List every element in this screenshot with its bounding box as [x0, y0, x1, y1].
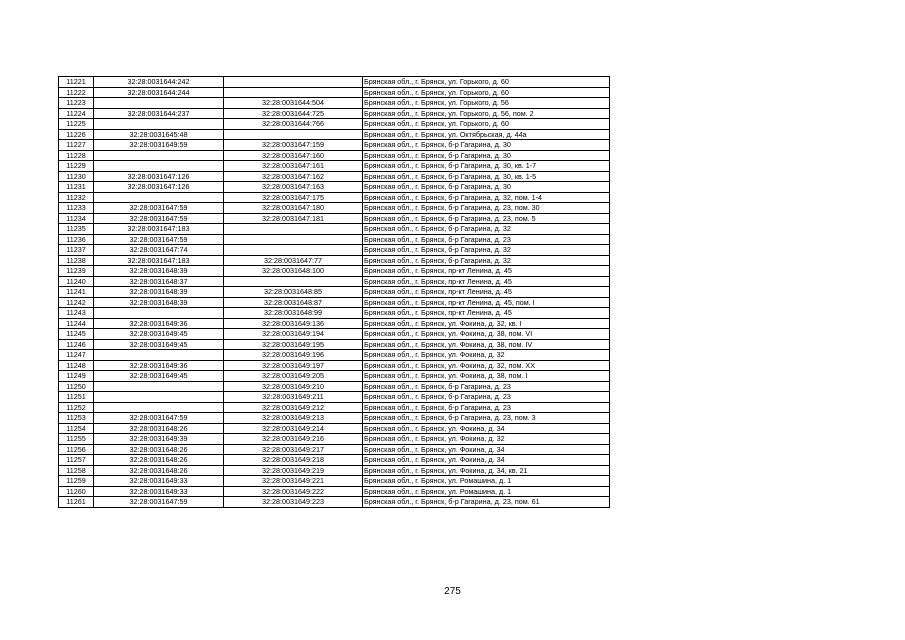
row-number: 11222	[59, 87, 94, 98]
address: Брянская обл., г. Брянск, ул. Ромашина, д. 1	[363, 486, 610, 497]
table-row	[59, 423, 610, 434]
cadastral-number-object: 32:28:0031649:221	[224, 476, 363, 487]
cadastral-number-object: 32:28:0031649:196	[224, 350, 363, 361]
cadastral-number-object: 32:28:0031647:161	[224, 161, 363, 172]
address: Брянская обл., г. Брянск, ул. Горького, д. 60	[363, 77, 610, 88]
table-row	[59, 455, 610, 466]
row-number: 11239	[59, 266, 94, 277]
cadastral-number-object: 32:28:0031647:175	[224, 192, 363, 203]
cadastral-number-object: 32:28:0031649:211	[224, 392, 363, 403]
registry-table-body	[59, 77, 610, 508]
row-number: 11244	[59, 318, 94, 329]
address: Брянская обл., г. Брянск, ул. Фокина, д. 38, пом. IV	[363, 339, 610, 350]
row-number: 11247	[59, 350, 94, 361]
row-number: 11251	[59, 392, 94, 403]
table-row	[59, 140, 610, 151]
table-row	[59, 371, 610, 382]
cadastral-number-object: 32:28:0031644:725	[224, 108, 363, 119]
address: Брянская обл., г. Брянск, ул. Фокина, д. 34	[363, 423, 610, 434]
address: Брянская обл., г. Брянск, ул. Фокина, д. 32, пом. XX	[363, 360, 610, 371]
row-number: 11235	[59, 224, 94, 235]
cadastral-number-object: 32:28:0031649:219	[224, 465, 363, 476]
row-number: 11241	[59, 287, 94, 298]
cadastral-number-parent	[94, 381, 224, 392]
address: Брянская обл., г. Брянск, б-р Гагарина, д. 30, кв. 1-5	[363, 171, 610, 182]
table-row	[59, 276, 610, 287]
address: Брянская обл., г. Брянск, пр-кт Ленина, д. 45	[363, 287, 610, 298]
cadastral-number-parent: 32:28:0031649:36	[94, 360, 224, 371]
cadastral-number-object	[224, 245, 363, 256]
row-number: 11228	[59, 150, 94, 161]
table-row	[59, 297, 610, 308]
cadastral-number-object	[224, 234, 363, 245]
row-number: 11231	[59, 182, 94, 193]
row-number: 11229	[59, 161, 94, 172]
cadastral-number-parent: 32:28:0031648:39	[94, 297, 224, 308]
table-row	[59, 266, 610, 277]
cadastral-number-parent: 32:28:0031647:74	[94, 245, 224, 256]
cadastral-number-object: 32:28:0031649:194	[224, 329, 363, 340]
cadastral-number-parent	[94, 350, 224, 361]
cadastral-number-object: 32:28:0031648:99	[224, 308, 363, 319]
address: Брянская обл., г. Брянск, б-р Гагарина, д. 23	[363, 234, 610, 245]
address: Брянская обл., г. Брянск, ул. Октябрьская, д. 44а	[363, 129, 610, 140]
cadastral-number-parent: 32:28:0031647:59	[94, 497, 224, 508]
address: Брянская обл., г. Брянск, ул. Горького, д. 60	[363, 87, 610, 98]
table-row	[59, 402, 610, 413]
address: Брянская обл., г. Брянск, б-р Гагарина, д. 32, пом. 1-4	[363, 192, 610, 203]
row-number: 11252	[59, 402, 94, 413]
table-row	[59, 497, 610, 508]
address: Брянская обл., г. Брянск, б-р Гагарина, д. 30, кв. 1-7	[363, 161, 610, 172]
cadastral-number-object	[224, 276, 363, 287]
row-number: 11257	[59, 455, 94, 466]
table-row	[59, 434, 610, 445]
cadastral-number-parent: 32:28:0031648:37	[94, 276, 224, 287]
cadastral-number-object: 32:28:0031649:217	[224, 444, 363, 455]
table-row	[59, 465, 610, 476]
cadastral-number-object: 32:28:0031648:87	[224, 297, 363, 308]
address: Брянская обл., г. Брянск, пр-кт Ленина, д. 45, пом. I	[363, 297, 610, 308]
row-number: 11233	[59, 203, 94, 214]
row-number: 11238	[59, 255, 94, 266]
cadastral-number-object	[224, 77, 363, 88]
address: Брянская обл., г. Брянск, ул. Горького, д. 56, пом. 2	[363, 108, 610, 119]
row-number: 11243	[59, 308, 94, 319]
table-row	[59, 392, 610, 403]
cadastral-number-parent	[94, 119, 224, 130]
table-row	[59, 444, 610, 455]
cadastral-number-parent	[94, 150, 224, 161]
cadastral-number-object: 32:28:0031649:213	[224, 413, 363, 424]
cadastral-number-parent	[94, 161, 224, 172]
cadastral-number-object: 32:28:0031649:222	[224, 486, 363, 497]
table-row	[59, 171, 610, 182]
table-row	[59, 150, 610, 161]
row-number: 11256	[59, 444, 94, 455]
cadastral-number-object: 32:28:0031648:85	[224, 287, 363, 298]
cadastral-number-parent: 32:28:0031644:237	[94, 108, 224, 119]
cadastral-number-parent: 32:28:0031648:39	[94, 266, 224, 277]
cadastral-number-object: 32:28:0031649:214	[224, 423, 363, 434]
cadastral-number-parent: 32:28:0031647:59	[94, 203, 224, 214]
cadastral-number-parent: 32:28:0031649:45	[94, 339, 224, 350]
row-number: 11234	[59, 213, 94, 224]
cadastral-number-object: 32:28:0031649:136	[224, 318, 363, 329]
address: Брянская обл., г. Брянск, б-р Гагарина, д. 30	[363, 182, 610, 193]
table-row	[59, 350, 610, 361]
address: Брянская обл., г. Брянск, ул. Фокина, д. 34	[363, 455, 610, 466]
table-row	[59, 486, 610, 497]
row-number: 11249	[59, 371, 94, 382]
cadastral-number-object: 32:28:0031649:223	[224, 497, 363, 508]
address: Брянская обл., г. Брянск, ул. Фокина, д. 38, пом. I	[363, 371, 610, 382]
row-number: 11237	[59, 245, 94, 256]
cadastral-number-parent: 32:28:0031649:45	[94, 371, 224, 382]
cadastral-number-parent	[94, 192, 224, 203]
table-row	[59, 129, 610, 140]
table-row	[59, 108, 610, 119]
address: Брянская обл., г. Брянск, б-р Гагарина, д. 23	[363, 381, 610, 392]
table-row	[59, 381, 610, 392]
table-row	[59, 161, 610, 172]
table-row	[59, 87, 610, 98]
row-number: 11223	[59, 98, 94, 109]
row-number: 11221	[59, 77, 94, 88]
cadastral-number-parent: 32:28:0031648:26	[94, 455, 224, 466]
row-number: 11246	[59, 339, 94, 350]
table-row	[59, 360, 610, 371]
cadastral-number-object: 32:28:0031644:766	[224, 119, 363, 130]
address: Брянская обл., г. Брянск, пр-кт Ленина, д. 45	[363, 276, 610, 287]
address: Брянская обл., г. Брянск, пр-кт Ленина, д. 45	[363, 308, 610, 319]
address: Брянская обл., г. Брянск, пр-кт Ленина, д. 45	[363, 266, 610, 277]
cadastral-number-parent: 32:28:0031649:59	[94, 140, 224, 151]
cadastral-number-object: 32:28:0031649:212	[224, 402, 363, 413]
cadastral-number-parent: 32:28:0031647:126	[94, 182, 224, 193]
row-number: 11232	[59, 192, 94, 203]
table-row	[59, 98, 610, 109]
address: Брянская обл., г. Брянск, ул. Фокина, д. 32	[363, 350, 610, 361]
cadastral-number-object: 32:28:0031647:180	[224, 203, 363, 214]
table-row	[59, 339, 610, 350]
row-number: 11258	[59, 465, 94, 476]
table-row	[59, 245, 610, 256]
address: Брянская обл., г. Брянск, ул. Фокина, д. 34	[363, 444, 610, 455]
cadastral-number-parent: 32:28:0031645:48	[94, 129, 224, 140]
address: Брянская обл., г. Брянск, б-р Гагарина, д. 23	[363, 392, 610, 403]
cadastral-number-parent: 32:28:0031647:59	[94, 234, 224, 245]
address: Брянская обл., г. Брянск, ул. Фокина, д. 32	[363, 434, 610, 445]
cadastral-number-object: 32:28:0031647:163	[224, 182, 363, 193]
address: Брянская обл., г. Брянск, ул. Горького, д. 60	[363, 119, 610, 130]
table-row	[59, 203, 610, 214]
address: Брянская обл., г. Брянск, б-р Гагарина, д. 23, пом. 5	[363, 213, 610, 224]
row-number: 11260	[59, 486, 94, 497]
row-number: 11253	[59, 413, 94, 424]
cadastral-number-object	[224, 224, 363, 235]
cadastral-number-parent: 32:28:0031649:33	[94, 476, 224, 487]
address: Брянская обл., г. Брянск, ул. Ромашина, д. 1	[363, 476, 610, 487]
row-number: 11255	[59, 434, 94, 445]
address: Брянская обл., г. Брянск, б-р Гагарина, д. 32	[363, 255, 610, 266]
row-number: 11227	[59, 140, 94, 151]
cadastral-number-parent: 32:28:0031648:39	[94, 287, 224, 298]
cadastral-number-parent: 32:28:0031647:59	[94, 413, 224, 424]
row-number: 11224	[59, 108, 94, 119]
table-row	[59, 192, 610, 203]
cadastral-number-object: 32:28:0031649:195	[224, 339, 363, 350]
table-row	[59, 77, 610, 88]
table-row	[59, 255, 610, 266]
table-row	[59, 182, 610, 193]
address: Брянская обл., г. Брянск, б-р Гагарина, д. 23, пом. 3	[363, 413, 610, 424]
cadastral-number-object	[224, 129, 363, 140]
address: Брянская обл., г. Брянск, ул. Фокина, д. 32, кв. I	[363, 318, 610, 329]
row-number: 11242	[59, 297, 94, 308]
table-row	[59, 234, 610, 245]
row-number: 11261	[59, 497, 94, 508]
row-number: 11236	[59, 234, 94, 245]
row-number: 11240	[59, 276, 94, 287]
table-row	[59, 287, 610, 298]
cadastral-number-parent: 32:28:0031649:39	[94, 434, 224, 445]
registry-table	[58, 76, 610, 508]
cadastral-number-object: 32:28:0031647:160	[224, 150, 363, 161]
row-number: 11230	[59, 171, 94, 182]
cadastral-number-object	[224, 87, 363, 98]
row-number: 11225	[59, 119, 94, 130]
table-row	[59, 213, 610, 224]
cadastral-number-object: 32:28:0031647:159	[224, 140, 363, 151]
cadastral-number-object: 32:28:0031649:197	[224, 360, 363, 371]
cadastral-number-parent	[94, 98, 224, 109]
row-number: 11226	[59, 129, 94, 140]
address: Брянская обл., г. Брянск, б-р Гагарина, д. 32	[363, 245, 610, 256]
cadastral-number-object: 32:28:0031648:100	[224, 266, 363, 277]
table-row	[59, 224, 610, 235]
row-number: 11250	[59, 381, 94, 392]
table-row	[59, 119, 610, 130]
address: Брянская обл., г. Брянск, ул. Фокина, д. 38, пом. VI	[363, 329, 610, 340]
cadastral-number-parent: 32:28:0031647:126	[94, 171, 224, 182]
cadastral-number-object: 32:28:0031649:210	[224, 381, 363, 392]
row-number: 11245	[59, 329, 94, 340]
table-row	[59, 329, 610, 340]
cadastral-number-parent: 32:28:0031649:33	[94, 486, 224, 497]
address: Брянская обл., г. Брянск, б-р Гагарина, д. 23, пом. 30	[363, 203, 610, 214]
cadastral-number-parent: 32:28:0031644:244	[94, 87, 224, 98]
cadastral-number-parent: 32:28:0031647:59	[94, 213, 224, 224]
cadastral-number-object: 32:28:0031647:181	[224, 213, 363, 224]
row-number: 11259	[59, 476, 94, 487]
table-row	[59, 413, 610, 424]
cadastral-number-parent: 32:28:0031647:183	[94, 255, 224, 266]
cadastral-number-parent	[94, 308, 224, 319]
cadastral-number-object: 32:28:0031649:205	[224, 371, 363, 382]
cadastral-number-parent	[94, 402, 224, 413]
cadastral-number-object: 32:28:0031647:77	[224, 255, 363, 266]
address: Брянская обл., г. Брянск, ул. Горького, д. 56	[363, 98, 610, 109]
cadastral-number-object: 32:28:0031649:216	[224, 434, 363, 445]
cadastral-number-parent: 32:28:0031648:26	[94, 423, 224, 434]
cadastral-number-parent: 32:28:0031648:26	[94, 465, 224, 476]
address: Брянская обл., г. Брянск, б-р Гагарина, д. 30	[363, 140, 610, 151]
cadastral-number-object: 32:28:0031647:162	[224, 171, 363, 182]
address: Брянская обл., г. Брянск, ул. Фокина, д. 34, кв. 21	[363, 465, 610, 476]
address: Брянская обл., г. Брянск, б-р Гагарина, д. 23, пом. 61	[363, 497, 610, 508]
address: Брянская обл., г. Брянск, б-р Гагарина, д. 32	[363, 224, 610, 235]
address: Брянская обл., г. Брянск, б-р Гагарина, д. 23	[363, 402, 610, 413]
row-number: 11248	[59, 360, 94, 371]
table-row	[59, 318, 610, 329]
table-row	[59, 308, 610, 319]
cadastral-number-parent: 32:28:0031649:36	[94, 318, 224, 329]
table-row	[59, 476, 610, 487]
page-number: 275	[444, 586, 461, 597]
cadastral-number-object: 32:28:0031649:218	[224, 455, 363, 466]
address: Брянская обл., г. Брянск, б-р Гагарина, д. 30	[363, 150, 610, 161]
cadastral-number-parent: 32:28:0031644:242	[94, 77, 224, 88]
cadastral-number-parent	[94, 392, 224, 403]
cadastral-number-parent: 32:28:0031647:183	[94, 224, 224, 235]
cadastral-number-object: 32:28:0031644:504	[224, 98, 363, 109]
row-number: 11254	[59, 423, 94, 434]
cadastral-number-parent: 32:28:0031648:26	[94, 444, 224, 455]
cadastral-number-parent: 32:28:0031649:45	[94, 329, 224, 340]
